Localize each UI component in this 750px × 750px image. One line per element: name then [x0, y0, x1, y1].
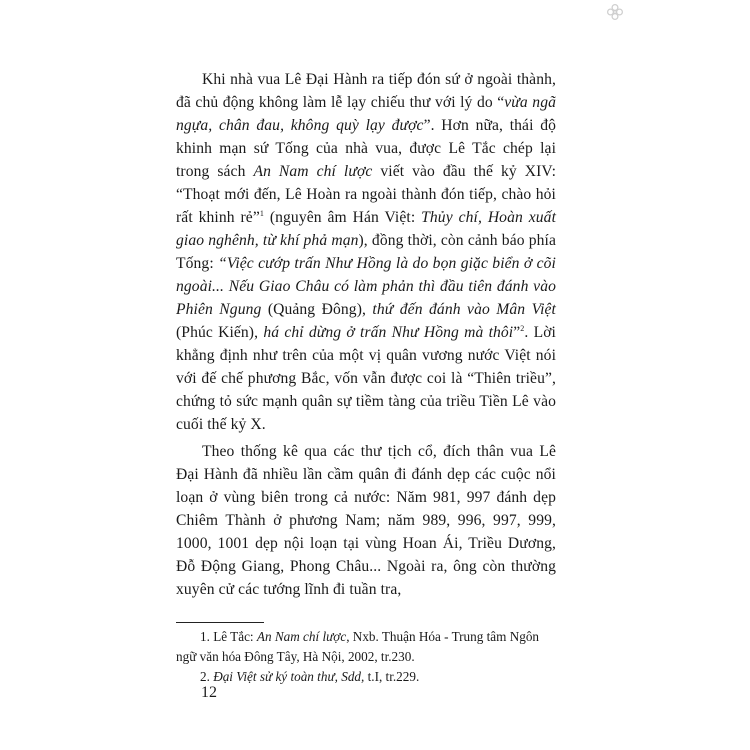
text-run: ”. Hơn nữa, thái độ khinh mạn sứ Tống của nhà vua, được Lê Tắc chép lại trong sách: [176, 117, 556, 180]
italic-text: An Nam chí lược: [253, 163, 373, 180]
text-run: 1. Lê Tắc:: [200, 629, 257, 644]
body-text: [176, 68, 556, 601]
footnote-divider: [176, 622, 264, 623]
text-run: 2.: [200, 669, 214, 684]
text-run: Khi nhà vua Lê Đại Hành ra tiếp đón sứ ở ngoài thành, đã chủ động không làm lễ lạy chiếu thư với lý do “: [176, 71, 556, 111]
footnote: [176, 667, 556, 687]
italic-text: thứ đến đánh vào Mân Việt: [372, 301, 556, 318]
text-run: t.I, tr.229.: [364, 669, 420, 684]
text-run: . Lời khẳng định như trên của một vị quân vương nước Việt nói với đế chế phương Bắc, vốn vẫn được coi là “Thiên triều”, chứng tỏ sức mạnh quân sự tiềm tàng của triều Tiền Lê vào cuối thế kỷ X.: [176, 324, 556, 433]
footnotes: [176, 627, 556, 687]
paragraph: [176, 440, 556, 601]
text-run: (nguyên âm Hán Việt:: [263, 209, 422, 226]
flower-icon: [606, 3, 624, 21]
page-number: 12: [201, 684, 217, 701]
italic-text: há chỉ dừng ở trấn Như Hồng mà thôi: [263, 324, 514, 341]
italic-text: An Nam chí lược: [256, 629, 347, 644]
footnote-marker: 2: [520, 323, 525, 333]
text-run: Theo thống kê qua các thư tịch cổ, đích thân vua Lê Đại Hành đã nhiều lần cầm quân đi đánh dẹp các cuộc nổi loạn ở vùng biên trong cả nước: Năm 981, 997 đánh dẹp Chiêm Thành ở phương Nam; năm 989, 996, 997, 999, 1000, 1001 dẹp nội loạn tại vùng Hoan Ái, Triều Dương, Đỗ Động Giang, Phong Châu... Ngoài ra, ông còn thường xuyên cử các tướng lĩnh đi tuần tra,: [176, 443, 556, 598]
footnote-marker: 1: [259, 208, 264, 218]
book-page: [176, 68, 556, 687]
footnote: [176, 627, 556, 667]
italic-text: Thủy chí, Hoàn xuất giao nghênh, từ khí phả mạn: [176, 209, 556, 249]
italic-text: vừa ngã ngựa, chân đau, không quỳ lạy được: [176, 94, 556, 134]
text-run: ”: [513, 324, 521, 341]
italic-text: Đại Việt sử ký toàn thư, Sdd,: [213, 669, 365, 684]
paragraph: [176, 68, 556, 436]
text-run: ), đồng thời, còn cảnh báo phía Tống:: [176, 232, 556, 272]
text-run: (Quảng Đông),: [261, 301, 373, 318]
text-run: viết vào đầu thế kỷ XIV: “Thoạt mới đến, Lê Hoàn ra ngoài thành đón tiếp, chào hỏi rất khinh rẻ”: [176, 163, 556, 226]
text-run: , Nxb. Thuận Hóa - Trung tâm Ngôn ngữ văn hóa Đông Tây, Hà Nội, 2002, tr.230.: [176, 629, 540, 664]
italic-text: “Việc cướp trấn Như Hồng là do bọn giặc biển ở cõi ngoài... Nếu Giao Châu có làm phản thì đầu tiên đánh vào Phiên Ngung: [176, 255, 556, 318]
text-run: (Phúc Kiến),: [176, 324, 264, 341]
